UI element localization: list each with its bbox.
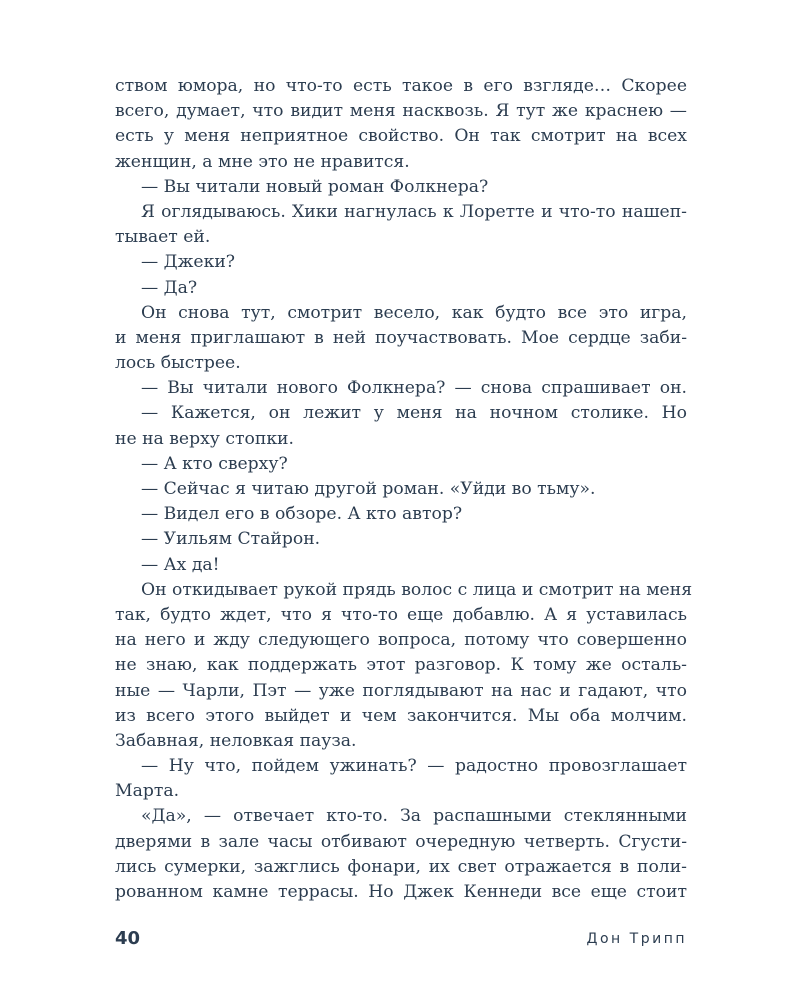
text-line: — Видел его в обзоре. А кто автор? bbox=[141, 504, 463, 525]
text-line: есть у меня неприятное свойство. Он так смотрит на всех bbox=[115, 126, 687, 147]
page-footer bbox=[115, 927, 687, 955]
text-line: не на верху стопки. bbox=[115, 428, 294, 449]
text-line: — Кажется, он лежит у меня на ночном столике. Но bbox=[141, 403, 687, 424]
page-number: 40 bbox=[115, 928, 141, 949]
running-author: Дон Трипп bbox=[586, 931, 687, 947]
text-line: дверями в зале часы отбивают очередную четверть. Сгусти- bbox=[115, 831, 687, 852]
text-line: — Ну что, пойдем ужинать? — радостно провозглашает bbox=[141, 756, 687, 777]
text-line: — Джеки? bbox=[141, 252, 236, 273]
text-line: — Ах да! bbox=[141, 554, 220, 575]
text-line: — Уильям Стайрон. bbox=[141, 529, 321, 550]
text-line: так, будто ждет, что я что-то еще добавлю. А я уставилась bbox=[115, 604, 687, 625]
body-text bbox=[115, 74, 693, 905]
text-line: не знаю, как поддержать этот разговор. К тому же осталь- bbox=[115, 655, 687, 676]
text-line: Он снова тут, смотрит весело, как будто все это игра, bbox=[141, 302, 687, 323]
text-line: Он откидывает рукой прядь волос с лица и смотрит на меня bbox=[141, 579, 693, 600]
text-line: Я оглядываюсь. Хики нагнулась к Лоретте и что-то нашеп- bbox=[141, 201, 687, 222]
text-line: — Вы читали нового Фолкнера? — снова спрашивает он. bbox=[141, 378, 687, 399]
text-line: ством юмора, но что-то есть такое в его взгляде… Скорее bbox=[115, 76, 687, 96]
text-line: рованном камне террасы. Но Джек Кеннеди все еще стоит bbox=[115, 882, 687, 902]
text-line: — Вы читали новый роман Фолкнера? bbox=[141, 176, 489, 197]
text-line: лись сумерки, зажглись фонари, их свет отражается в поли- bbox=[115, 856, 687, 877]
text-line: Марта. bbox=[115, 781, 180, 802]
text-line: на него и жду следующего вопроса, потому что совершенно bbox=[115, 630, 687, 651]
text-line: и меня приглашают в ней поучаствовать. Мое сердце заби- bbox=[115, 327, 687, 348]
text-line: — А кто сверху? bbox=[141, 453, 288, 474]
text-line: Забавная, неловкая пауза. bbox=[115, 730, 357, 751]
text-line: — Сейчас я читаю другой роман. «Уйди во тьму». bbox=[141, 479, 596, 499]
text-line: всего, думает, что видит меня насквозь. Я тут же краснею — bbox=[115, 101, 687, 122]
text-line: женщин, а мне это не нравится. bbox=[115, 151, 410, 172]
text-line: тывает ей. bbox=[115, 227, 211, 248]
text-line: «Да», — отвечает кто-то. За распашными стеклянными bbox=[141, 806, 687, 827]
text-line: из всего этого выйдет и чем закончится. Мы оба молчим. bbox=[115, 705, 687, 726]
text-line: лось быстрее. bbox=[115, 353, 241, 374]
text-line: — Да? bbox=[141, 277, 198, 298]
text-line: ные — Чарли, Пэт — уже поглядывают на нас и гадают, что bbox=[115, 680, 687, 701]
